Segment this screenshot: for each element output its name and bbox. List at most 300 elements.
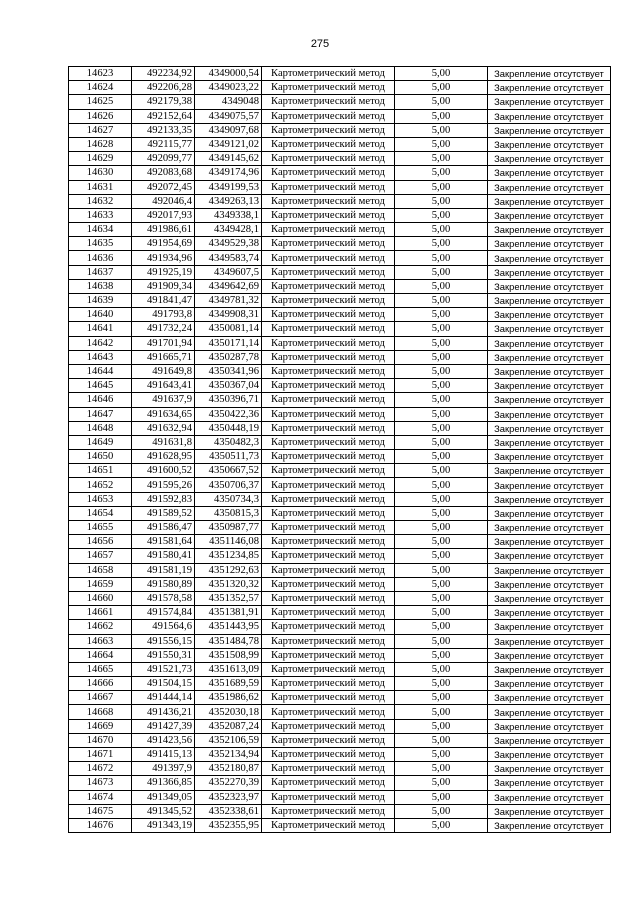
y-coordinate-cell: 4349048 [195,95,262,109]
table-body [69,67,611,833]
point-number-cell: 14675 [69,804,132,818]
y-coordinate-cell: 4349000,54 [195,67,262,81]
precision-cell: 5,00 [395,223,488,237]
table-row [69,393,611,407]
fixation-cell: Закрепление отсутствует [488,265,611,279]
method-cell: Картометрический метод [262,804,395,818]
y-coordinate-cell: 4350081,14 [195,322,262,336]
method-cell: Картометрический метод [262,762,395,776]
method-cell: Картометрический метод [262,450,395,464]
fixation-cell: Закрепление отсутствует [488,521,611,535]
x-coordinate-cell: 491732,24 [132,322,195,336]
precision-cell: 5,00 [395,208,488,222]
y-coordinate-cell: 4349097,68 [195,123,262,137]
table-row [69,421,611,435]
point-number-cell: 14671 [69,748,132,762]
y-coordinate-cell: 4349075,57 [195,109,262,123]
precision-cell: 5,00 [395,818,488,832]
method-cell: Картометрический метод [262,379,395,393]
x-coordinate-cell: 491397,9 [132,762,195,776]
precision-cell: 5,00 [395,563,488,577]
precision-cell: 5,00 [395,95,488,109]
fixation-cell: Закрепление отсутствует [488,123,611,137]
y-coordinate-cell: 4349263,13 [195,194,262,208]
method-cell: Картометрический метод [262,208,395,222]
point-number-cell: 14642 [69,336,132,350]
method-cell: Картометрический метод [262,677,395,691]
method-cell: Картометрический метод [262,95,395,109]
table-row [69,450,611,464]
fixation-cell: Закрепление отсутствует [488,364,611,378]
table-row [69,194,611,208]
table-row [69,265,611,279]
method-cell: Картометрический метод [262,492,395,506]
method-cell: Картометрический метод [262,237,395,251]
point-number-cell: 14648 [69,421,132,435]
y-coordinate-cell: 4349642,69 [195,279,262,293]
point-number-cell: 14663 [69,634,132,648]
precision-cell: 5,00 [395,691,488,705]
table-row [69,407,611,421]
x-coordinate-cell: 491665,71 [132,350,195,364]
x-coordinate-cell: 491580,89 [132,577,195,591]
method-cell: Картометрический метод [262,563,395,577]
y-coordinate-cell: 4351352,57 [195,591,262,605]
table-row [69,591,611,605]
method-cell: Картометрический метод [262,748,395,762]
table-row [69,336,611,350]
table-row [69,733,611,747]
method-cell: Картометрический метод [262,166,395,180]
fixation-cell: Закрепление отсутствует [488,450,611,464]
table-row [69,790,611,804]
fixation-cell: Закрепление отсутствует [488,166,611,180]
point-number-cell: 14627 [69,123,132,137]
y-coordinate-cell: 4351613,09 [195,662,262,676]
precision-cell: 5,00 [395,450,488,464]
point-number-cell: 14658 [69,563,132,577]
method-cell: Картометрический метод [262,421,395,435]
page-number: 275 [310,38,330,50]
table-row [69,180,611,194]
y-coordinate-cell: 4352134,94 [195,748,262,762]
point-number-cell: 14656 [69,535,132,549]
x-coordinate-cell: 491631,8 [132,435,195,449]
table-row [69,166,611,180]
fixation-cell: Закрепление отсутствует [488,733,611,747]
method-cell: Картометрический метод [262,790,395,804]
y-coordinate-cell: 4350287,78 [195,350,262,364]
x-coordinate-cell: 491581,19 [132,563,195,577]
precision-cell: 5,00 [395,492,488,506]
point-number-cell: 14657 [69,549,132,563]
y-coordinate-cell: 4352323,97 [195,790,262,804]
precision-cell: 5,00 [395,81,488,95]
point-number-cell: 14673 [69,776,132,790]
table-row [69,208,611,222]
x-coordinate-cell: 492234,92 [132,67,195,81]
method-cell: Картометрический метод [262,67,395,81]
table-row [69,705,611,719]
point-number-cell: 14650 [69,450,132,464]
method-cell: Картометрический метод [262,705,395,719]
x-coordinate-cell: 491564,6 [132,620,195,634]
point-number-cell: 14626 [69,109,132,123]
y-coordinate-cell: 4350171,14 [195,336,262,350]
fixation-cell: Закрепление отсутствует [488,648,611,662]
x-coordinate-cell: 492115,77 [132,137,195,151]
point-number-cell: 14672 [69,762,132,776]
point-number-cell: 14639 [69,294,132,308]
precision-cell: 5,00 [395,137,488,151]
x-coordinate-cell: 492072,45 [132,180,195,194]
y-coordinate-cell: 4352355,95 [195,818,262,832]
table-row [69,776,611,790]
fixation-cell: Закрепление отсутствует [488,563,611,577]
method-cell: Картометрический метод [262,152,395,166]
fixation-cell: Закрепление отсутствует [488,407,611,421]
y-coordinate-cell: 4350448,19 [195,421,262,435]
table-row [69,606,611,620]
table-row [69,279,611,293]
method-cell: Картометрический метод [262,521,395,535]
point-number-cell: 14636 [69,251,132,265]
method-cell: Картометрический метод [262,464,395,478]
x-coordinate-cell: 491986,61 [132,223,195,237]
point-number-cell: 14668 [69,705,132,719]
y-coordinate-cell: 4352338,61 [195,804,262,818]
precision-cell: 5,00 [395,804,488,818]
fixation-cell: Закрепление отсутствует [488,95,611,109]
y-coordinate-cell: 4351292,63 [195,563,262,577]
x-coordinate-cell: 491444,14 [132,691,195,705]
table-row [69,109,611,123]
fixation-cell: Закрепление отсутствует [488,223,611,237]
method-cell: Картометрический метод [262,478,395,492]
precision-cell: 5,00 [395,123,488,137]
precision-cell: 5,00 [395,194,488,208]
fixation-cell: Закрепление отсутствует [488,350,611,364]
point-number-cell: 14644 [69,364,132,378]
precision-cell: 5,00 [395,393,488,407]
x-coordinate-cell: 491841,47 [132,294,195,308]
fixation-cell: Закрепление отсутствует [488,379,611,393]
point-number-cell: 14623 [69,67,132,81]
fixation-cell: Закрепление отсутствует [488,776,611,790]
x-coordinate-cell: 491366,85 [132,776,195,790]
fixation-cell: Закрепление отсутствует [488,691,611,705]
x-coordinate-cell: 491427,39 [132,719,195,733]
x-coordinate-cell: 492017,93 [132,208,195,222]
y-coordinate-cell: 4350511,73 [195,450,262,464]
table-row [69,549,611,563]
point-number-cell: 14637 [69,265,132,279]
method-cell: Картометрический метод [262,251,395,265]
y-coordinate-cell: 4350422,36 [195,407,262,421]
table-row [69,379,611,393]
table-row [69,506,611,520]
y-coordinate-cell: 4349428,1 [195,223,262,237]
precision-cell: 5,00 [395,279,488,293]
table-row [69,464,611,478]
point-number-cell: 14624 [69,81,132,95]
y-coordinate-cell: 4349583,74 [195,251,262,265]
precision-cell: 5,00 [395,648,488,662]
point-number-cell: 14632 [69,194,132,208]
table-row [69,67,611,81]
x-coordinate-cell: 491349,05 [132,790,195,804]
y-coordinate-cell: 4351146,08 [195,535,262,549]
table-row [69,748,611,762]
y-coordinate-cell: 4352087,24 [195,719,262,733]
table-row [69,435,611,449]
table-row [69,308,611,322]
point-number-cell: 14655 [69,521,132,535]
method-cell: Картометрический метод [262,606,395,620]
method-cell: Картометрический метод [262,81,395,95]
table-row [69,648,611,662]
method-cell: Картометрический метод [262,535,395,549]
x-coordinate-cell: 491423,56 [132,733,195,747]
point-number-cell: 14666 [69,677,132,691]
fixation-cell: Закрепление отсутствует [488,464,611,478]
y-coordinate-cell: 4352180,87 [195,762,262,776]
method-cell: Картометрический метод [262,719,395,733]
x-coordinate-cell: 491550,31 [132,648,195,662]
precision-cell: 5,00 [395,762,488,776]
table-row [69,95,611,109]
precision-cell: 5,00 [395,591,488,605]
precision-cell: 5,00 [395,733,488,747]
fixation-cell: Закрепление отсутствует [488,109,611,123]
table-row [69,577,611,591]
fixation-cell: Закрепление отсутствует [488,294,611,308]
fixation-cell: Закрепление отсутствует [488,137,611,151]
point-number-cell: 14664 [69,648,132,662]
point-number-cell: 14633 [69,208,132,222]
precision-cell: 5,00 [395,407,488,421]
y-coordinate-cell: 4352106,59 [195,733,262,747]
y-coordinate-cell: 4350367,04 [195,379,262,393]
x-coordinate-cell: 491586,47 [132,521,195,535]
precision-cell: 5,00 [395,350,488,364]
fixation-cell: Закрепление отсутствует [488,279,611,293]
y-coordinate-cell: 4350482,3 [195,435,262,449]
fixation-cell: Закрепление отсутствует [488,435,611,449]
method-cell: Картометрический метод [262,294,395,308]
precision-cell: 5,00 [395,336,488,350]
x-coordinate-cell: 492179,38 [132,95,195,109]
point-number-cell: 14659 [69,577,132,591]
method-cell: Картометрический метод [262,620,395,634]
x-coordinate-cell: 491343,19 [132,818,195,832]
point-number-cell: 14629 [69,152,132,166]
method-cell: Картометрический метод [262,577,395,591]
fixation-cell: Закрепление отсутствует [488,308,611,322]
x-coordinate-cell: 491793,8 [132,308,195,322]
method-cell: Картометрический метод [262,180,395,194]
precision-cell: 5,00 [395,166,488,180]
x-coordinate-cell: 491634,65 [132,407,195,421]
table-row [69,322,611,336]
fixation-cell: Закрепление отсутствует [488,251,611,265]
table-row [69,152,611,166]
point-number-cell: 14661 [69,606,132,620]
precision-cell: 5,00 [395,705,488,719]
point-number-cell: 14645 [69,379,132,393]
method-cell: Картометрический метод [262,336,395,350]
fixation-cell: Закрепление отсутствует [488,748,611,762]
precision-cell: 5,00 [395,521,488,535]
table-row [69,364,611,378]
fixation-cell: Закрепление отсутствует [488,81,611,95]
table-row [69,634,611,648]
method-cell: Картометрический метод [262,279,395,293]
y-coordinate-cell: 4350667,52 [195,464,262,478]
precision-cell: 5,00 [395,379,488,393]
y-coordinate-cell: 4351320,32 [195,577,262,591]
fixation-cell: Закрепление отсутствует [488,237,611,251]
point-number-cell: 14638 [69,279,132,293]
y-coordinate-cell: 4350815,3 [195,506,262,520]
y-coordinate-cell: 4351484,78 [195,634,262,648]
precision-cell: 5,00 [395,606,488,620]
precision-cell: 5,00 [395,237,488,251]
x-coordinate-cell: 491637,9 [132,393,195,407]
point-number-cell: 14652 [69,478,132,492]
table-row [69,237,611,251]
x-coordinate-cell: 491521,73 [132,662,195,676]
y-coordinate-cell: 4351508,99 [195,648,262,662]
precision-cell: 5,00 [395,478,488,492]
y-coordinate-cell: 4349781,32 [195,294,262,308]
y-coordinate-cell: 4352270,39 [195,776,262,790]
y-coordinate-cell: 4349908,31 [195,308,262,322]
point-number-cell: 14651 [69,464,132,478]
method-cell: Картометрический метод [262,549,395,563]
fixation-cell: Закрепление отсутствует [488,194,611,208]
precision-cell: 5,00 [395,265,488,279]
method-cell: Картометрический метод [262,776,395,790]
method-cell: Картометрический метод [262,223,395,237]
precision-cell: 5,00 [395,294,488,308]
method-cell: Картометрический метод [262,591,395,605]
x-coordinate-cell: 491578,58 [132,591,195,605]
y-coordinate-cell: 4350341,96 [195,364,262,378]
x-coordinate-cell: 491600,52 [132,464,195,478]
y-coordinate-cell: 4349529,38 [195,237,262,251]
point-number-cell: 14649 [69,435,132,449]
table-row [69,691,611,705]
y-coordinate-cell: 4349607,5 [195,265,262,279]
point-number-cell: 14631 [69,180,132,194]
x-coordinate-cell: 491934,96 [132,251,195,265]
point-number-cell: 14634 [69,223,132,237]
method-cell: Картометрический метод [262,137,395,151]
point-number-cell: 14662 [69,620,132,634]
y-coordinate-cell: 4351986,62 [195,691,262,705]
point-number-cell: 14641 [69,322,132,336]
fixation-cell: Закрепление отсутствует [488,478,611,492]
table-row [69,251,611,265]
point-number-cell: 14660 [69,591,132,605]
method-cell: Картометрический метод [262,506,395,520]
x-coordinate-cell: 491415,13 [132,748,195,762]
precision-cell: 5,00 [395,662,488,676]
x-coordinate-cell: 492099,77 [132,152,195,166]
table-row [69,137,611,151]
table-row [69,521,611,535]
y-coordinate-cell: 4351381,91 [195,606,262,620]
fixation-cell: Закрепление отсутствует [488,620,611,634]
fixation-cell: Закрепление отсутствует [488,421,611,435]
fixation-cell: Закрепление отсутствует [488,208,611,222]
fixation-cell: Закрепление отсутствует [488,492,611,506]
method-cell: Картометрический метод [262,435,395,449]
point-number-cell: 14676 [69,818,132,832]
y-coordinate-cell: 4350734,3 [195,492,262,506]
precision-cell: 5,00 [395,577,488,591]
precision-cell: 5,00 [395,251,488,265]
x-coordinate-cell: 491592,83 [132,492,195,506]
method-cell: Картометрический метод [262,350,395,364]
table-row [69,123,611,137]
y-coordinate-cell: 4351689,59 [195,677,262,691]
x-coordinate-cell: 491556,15 [132,634,195,648]
x-coordinate-cell: 491701,94 [132,336,195,350]
method-cell: Картометрический метод [262,407,395,421]
point-number-cell: 14667 [69,691,132,705]
y-coordinate-cell: 4351234,85 [195,549,262,563]
table-row [69,492,611,506]
precision-cell: 5,00 [395,677,488,691]
y-coordinate-cell: 4350396,71 [195,393,262,407]
precision-cell: 5,00 [395,535,488,549]
fixation-cell: Закрепление отсутствует [488,549,611,563]
method-cell: Картометрический метод [262,322,395,336]
fixation-cell: Закрепление отсутствует [488,180,611,194]
table-row [69,81,611,95]
fixation-cell: Закрепление отсутствует [488,577,611,591]
table-row [69,818,611,832]
method-cell: Картометрический метод [262,194,395,208]
precision-cell: 5,00 [395,180,488,194]
fixation-cell: Закрепление отсутствует [488,606,611,620]
precision-cell: 5,00 [395,322,488,336]
precision-cell: 5,00 [395,464,488,478]
precision-cell: 5,00 [395,776,488,790]
fixation-cell: Закрепление отсутствует [488,535,611,549]
point-number-cell: 14670 [69,733,132,747]
precision-cell: 5,00 [395,719,488,733]
point-number-cell: 14630 [69,166,132,180]
precision-cell: 5,00 [395,109,488,123]
table-row [69,719,611,733]
precision-cell: 5,00 [395,790,488,804]
precision-cell: 5,00 [395,152,488,166]
point-number-cell: 14646 [69,393,132,407]
method-cell: Картометрический метод [262,648,395,662]
x-coordinate-cell: 491632,94 [132,421,195,435]
table-row [69,762,611,776]
precision-cell: 5,00 [395,620,488,634]
x-coordinate-cell: 491595,26 [132,478,195,492]
x-coordinate-cell: 491925,19 [132,265,195,279]
y-coordinate-cell: 4349145,62 [195,152,262,166]
precision-cell: 5,00 [395,67,488,81]
y-coordinate-cell: 4350706,37 [195,478,262,492]
fixation-cell: Закрепление отсутствует [488,677,611,691]
